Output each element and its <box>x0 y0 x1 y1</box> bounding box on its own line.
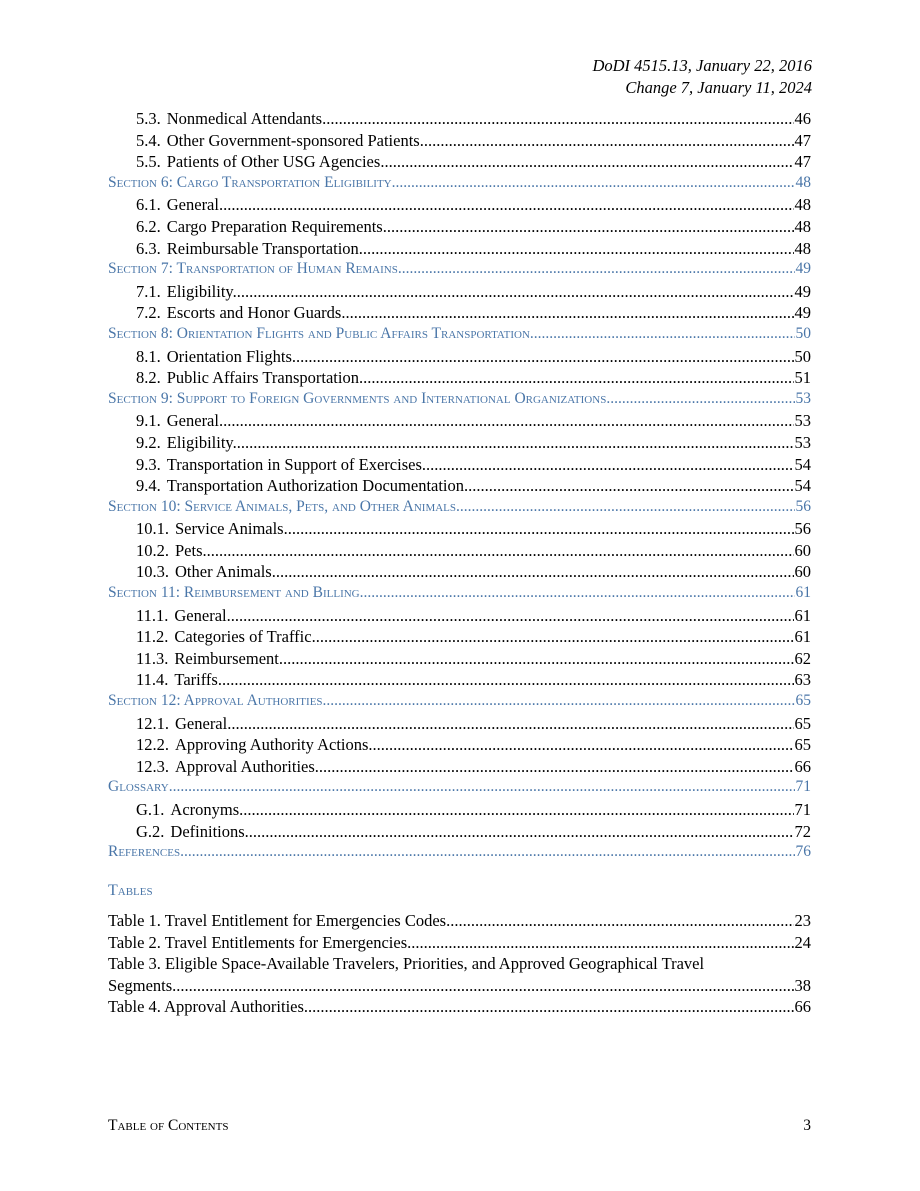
toc-section-entry[interactable] <box>108 174 811 196</box>
toc-page-number: 49 <box>795 260 811 278</box>
toc-entry-label <box>108 476 468 496</box>
toc-entry-number: 12.2. <box>136 735 169 755</box>
toc-entry-title: Other Government-sponsored Patients. <box>166 130 424 150</box>
toc-entry-label: Section 9: Support to Foreign Governments and International Organizations <box>108 389 607 407</box>
toc-subsection-entry[interactable] <box>108 627 811 649</box>
toc-subsection-entry[interactable] <box>108 822 811 844</box>
dot-leader <box>207 541 794 561</box>
table-page-number: 24 <box>794 932 811 952</box>
toc-entry-title: Reimbursable Transportation. <box>166 238 363 258</box>
toc-entry-number: G.1. <box>136 800 165 819</box>
toc-entry-title: Approving Authority Actions. <box>175 735 373 755</box>
dot-leader <box>304 997 794 1017</box>
dot-leader <box>387 217 794 237</box>
toc-entry-number: 9.2. <box>136 432 161 452</box>
toc-entry-title: Other Animals. <box>175 562 276 582</box>
table-entry-title: Table 2. Travel Entitlements for Emergencies <box>108 932 408 952</box>
toc-entry-label <box>108 822 249 842</box>
toc-entry-number: 9.1. <box>136 411 161 431</box>
dot-leader <box>446 911 793 931</box>
toc-subsection-entry[interactable] <box>108 217 811 239</box>
toc-entry-number: 7.1. <box>136 281 161 301</box>
toc-entry-number: 11.1. <box>136 605 169 625</box>
toc-entry-title: Pets. <box>175 540 207 560</box>
toc-page-number: 50 <box>795 324 811 342</box>
toc-entry-label <box>108 606 231 626</box>
toc-subsection-entry[interactable] <box>108 347 811 369</box>
dot-leader <box>223 411 793 431</box>
toc-page-number: 48 <box>795 173 811 191</box>
toc-entry-title: General. <box>166 195 224 215</box>
dot-leader <box>237 433 794 453</box>
toc-entry-number: 8.1. <box>136 346 161 366</box>
toc-subsection-entry[interactable] <box>108 131 811 153</box>
toc-entry-label <box>108 303 345 323</box>
toc-page-number: 76 <box>795 843 811 861</box>
dot-leader <box>169 778 795 796</box>
toc-entry-title: Approval Authorities. <box>175 756 319 776</box>
table-page-number: 23 <box>794 911 811 930</box>
toc-entry-label <box>108 735 373 755</box>
toc-entry-label <box>108 627 316 647</box>
toc-entry-label: Section 12: Approval Authorities <box>108 692 323 710</box>
toc-entry-label <box>108 217 387 237</box>
toc-page-number: 46 <box>794 109 811 128</box>
table-of-contents <box>108 109 811 865</box>
toc-subsection-entry[interactable] <box>108 562 811 584</box>
toc-page-number: 71 <box>795 778 811 796</box>
dot-leader <box>606 390 794 408</box>
toc-page-number: 56 <box>795 497 811 515</box>
dot-leader <box>380 152 793 172</box>
toc-page-number: 63 <box>794 670 811 690</box>
toc-entry-number: 5.4. <box>136 130 161 150</box>
toc-subsection-entry[interactable] <box>108 800 811 822</box>
dot-leader <box>288 519 794 539</box>
toc-entry-label <box>108 347 296 367</box>
dot-leader <box>373 735 794 755</box>
toc-entry-number: 11.3. <box>136 648 169 668</box>
toc-page-number: 61 <box>795 584 811 602</box>
toc-entry-label: Section 11: Reimbursement and Billing <box>108 584 360 602</box>
toc-section-entry[interactable] <box>108 325 811 347</box>
toc-page-number: 65 <box>795 692 811 710</box>
toc-page-number: 65 <box>794 713 811 733</box>
toc-entry-label: Section 8: Orientation Flights and Public Affairs Transportation <box>108 324 530 342</box>
toc-subsection-entry[interactable] <box>108 109 811 131</box>
document-id: DoDI 4515.13, January 22, 2016 <box>592 56 812 75</box>
toc-subsection-entry[interactable] <box>108 152 811 174</box>
dot-leader <box>363 368 793 388</box>
toc-page-number: 54 <box>794 476 811 496</box>
toc-page-number: 51 <box>794 368 811 388</box>
dot-leader <box>530 325 795 343</box>
dot-leader <box>426 455 794 475</box>
toc-subsection-entry[interactable] <box>108 670 811 692</box>
table-list-entry[interactable] <box>108 976 811 998</box>
table-entry-title: Segments <box>108 975 173 995</box>
dot-leader <box>468 476 793 496</box>
toc-entry-label <box>108 109 322 129</box>
toc-page-number: 66 <box>794 756 811 776</box>
table-entry-title: Table 4. Approval Authorities <box>108 997 304 1017</box>
dot-leader <box>456 498 794 516</box>
dot-leader <box>223 195 793 215</box>
dot-leader <box>237 282 794 302</box>
toc-entry-number: 7.2. <box>136 303 161 323</box>
toc-entry-number: 9.4. <box>136 476 161 496</box>
toc-entry-label <box>108 239 363 259</box>
dot-leader <box>322 109 793 129</box>
page-footer <box>108 1117 811 1135</box>
dot-leader <box>231 606 794 626</box>
toc-entry-number: 6.1. <box>136 195 161 215</box>
toc-entry-label <box>108 433 237 453</box>
dot-leader <box>231 714 793 734</box>
toc-subsection-entry[interactable] <box>108 649 811 671</box>
toc-page-number: 47 <box>794 130 811 150</box>
toc-entry-title: Cargo Preparation Requirements. <box>166 216 387 236</box>
dot-leader <box>316 627 794 647</box>
dot-leader <box>296 347 794 367</box>
toc-entry-number: 5.5. <box>136 152 161 172</box>
toc-entry-label <box>108 541 207 561</box>
toc-section-entry[interactable] <box>108 778 811 800</box>
toc-page-number: 60 <box>794 562 811 582</box>
toc-entry-number: 9.3. <box>136 454 161 474</box>
toc-entry-title: General. <box>175 713 232 733</box>
dot-leader <box>222 670 794 690</box>
toc-entry-number: 12.3. <box>136 756 169 776</box>
toc-entry-label <box>108 282 237 302</box>
dot-leader <box>243 800 793 820</box>
toc-entry-label <box>108 649 283 669</box>
toc-section-entry[interactable] <box>108 260 811 282</box>
dot-leader <box>180 843 794 861</box>
toc-entry-label <box>108 670 222 690</box>
toc-entry-title: Orientation Flights. <box>166 346 296 366</box>
dot-leader <box>360 584 795 602</box>
toc-page-number: 71 <box>794 800 811 819</box>
dot-leader <box>345 303 793 323</box>
toc-entry-title: Definitions. <box>170 821 249 841</box>
toc-page-number: 62 <box>794 648 811 668</box>
dot-leader <box>424 131 794 151</box>
toc-subsection-entry[interactable] <box>108 541 811 563</box>
toc-page-number: 61 <box>794 627 811 647</box>
toc-entry-title: Transportation in Support of Exercises. <box>166 454 426 474</box>
toc-entry-number: G.2. <box>136 821 165 841</box>
toc-subsection-entry[interactable] <box>108 282 811 304</box>
toc-entry-label <box>108 195 223 215</box>
dot-leader <box>363 239 794 259</box>
toc-entry-number: 5.3. <box>136 109 161 128</box>
toc-page-number: 53 <box>795 389 811 407</box>
toc-entry-label <box>108 800 243 820</box>
toc-entry-number: 8.2. <box>136 368 161 388</box>
toc-entry-title: Categories of Traffic. <box>174 627 316 647</box>
dot-leader <box>323 692 795 710</box>
toc-entry-label <box>108 152 380 172</box>
toc-entry-label: Section 6: Cargo Transportation Eligibility <box>108 173 392 191</box>
toc-entry-title: Service Animals. <box>175 519 288 539</box>
toc-section-entry[interactable] <box>108 692 811 714</box>
toc-subsection-entry[interactable] <box>108 195 811 217</box>
table-list-entry[interactable] <box>108 997 811 1019</box>
toc-entry-number: 11.4. <box>136 670 169 690</box>
dot-leader <box>407 933 793 953</box>
toc-subsection-entry[interactable] <box>108 606 811 628</box>
toc-section-entry[interactable] <box>108 584 811 606</box>
toc-entry-number: 6.3. <box>136 238 161 258</box>
toc-subsection-entry[interactable] <box>108 476 811 498</box>
toc-entry-title: Eligibility. <box>166 432 237 452</box>
dot-leader <box>172 976 793 996</box>
toc-entry-label <box>108 714 231 734</box>
toc-page-number: 53 <box>794 411 811 431</box>
toc-subsection-entry[interactable] <box>108 411 811 433</box>
toc-subsection-entry[interactable] <box>108 757 811 779</box>
toc-entry-title: Escorts and Honor Guards. <box>166 303 346 323</box>
toc-entry-label <box>108 562 276 582</box>
toc-page-number: 61 <box>794 605 811 625</box>
toc-entry-label: Section 7: Transportation of Human Remains <box>108 260 398 278</box>
toc-page-number: 49 <box>794 303 811 323</box>
toc-page-number: 72 <box>794 821 811 841</box>
toc-page-number: 48 <box>794 216 811 236</box>
toc-entry-label <box>108 411 223 431</box>
toc-entry-title: Public Affairs Transportation. <box>166 368 364 388</box>
toc-entry-number: 10.2. <box>136 540 169 560</box>
change-notice: Change 7, January 11, 2024 <box>625 78 812 97</box>
toc-entry-title: General. <box>174 605 231 625</box>
footer-section-title: Table of Contents <box>108 1117 229 1134</box>
toc-entry-number: 12.1. <box>136 713 169 733</box>
toc-entry-label: References <box>108 843 181 861</box>
table-list-entry[interactable] <box>108 911 811 933</box>
table-entry-title-line[interactable]: Table 3. Eligible Space-Available Travelers, Priorities, and Approved Geographical Travel <box>108 954 705 974</box>
toc-entry-title: Nonmedical Attendants <box>166 109 323 128</box>
dot-leader <box>276 562 794 582</box>
toc-entry-number: 10.1. <box>136 519 169 539</box>
dot-leader <box>283 649 794 669</box>
toc-page-number: 54 <box>794 454 811 474</box>
toc-section-entry[interactable] <box>108 843 811 865</box>
toc-page-number: 47 <box>794 152 811 172</box>
toc-subsection-entry[interactable] <box>108 714 811 736</box>
dot-leader <box>392 174 795 192</box>
toc-page-number: 60 <box>794 540 811 560</box>
toc-entry-number: 11.2. <box>136 627 169 647</box>
toc-entry-title: Tariffs. <box>174 670 222 690</box>
toc-section-entry[interactable] <box>108 498 811 520</box>
toc-page-number: 49 <box>794 281 811 301</box>
toc-subsection-entry[interactable] <box>108 368 811 390</box>
toc-entry-number: 6.2. <box>136 216 161 236</box>
toc-page-number: 48 <box>794 195 811 215</box>
toc-subsection-entry[interactable] <box>108 303 811 325</box>
toc-subsection-entry[interactable] <box>108 455 811 477</box>
toc-entry-label <box>108 519 288 539</box>
toc-page-number: 65 <box>794 735 811 755</box>
toc-subsection-entry[interactable] <box>108 433 811 455</box>
toc-entry-title: Transportation Authorization Documentation. <box>166 476 469 496</box>
dot-leader <box>398 260 795 278</box>
tables-heading[interactable]: Tables <box>108 882 153 899</box>
toc-entry-title: Eligibility. <box>166 281 237 301</box>
dot-leader <box>249 822 794 842</box>
toc-section-entry[interactable] <box>108 390 811 412</box>
toc-entry-number: 10.3. <box>136 562 169 582</box>
toc-page-number: 53 <box>794 432 811 452</box>
toc-subsection-entry[interactable] <box>108 735 811 757</box>
dot-leader <box>319 757 794 777</box>
list-of-tables <box>108 911 811 1019</box>
table-entry-title: Table 1. Travel Entitlement for Emergencies Codes <box>108 911 447 930</box>
toc-page-number: 48 <box>794 238 811 258</box>
toc-entry-label: Section 10: Service Animals, Pets, and Other Animals <box>108 497 457 515</box>
page-number: 3 <box>803 1117 811 1134</box>
toc-entry-title: Reimbursement. <box>174 648 283 668</box>
table-page-number: 38 <box>794 975 811 995</box>
table-page-number: 66 <box>794 997 811 1017</box>
toc-entry-label <box>108 131 424 151</box>
toc-subsection-entry[interactable] <box>108 239 811 261</box>
toc-entry-label <box>108 455 426 475</box>
toc-entry-title: Patients of Other USG Agencies <box>166 152 381 172</box>
toc-entry-label <box>108 368 363 388</box>
toc-entry-title: Acronyms. <box>170 800 244 819</box>
toc-subsection-entry[interactable] <box>108 519 811 541</box>
toc-entry-label: Glossary <box>108 778 169 796</box>
table-list-entry[interactable] <box>108 933 811 955</box>
toc-entry-title: General. <box>166 411 224 431</box>
page-header <box>592 55 812 99</box>
toc-page-number: 50 <box>794 346 811 366</box>
toc-page-number: 56 <box>794 519 811 539</box>
toc-entry-label <box>108 757 319 777</box>
